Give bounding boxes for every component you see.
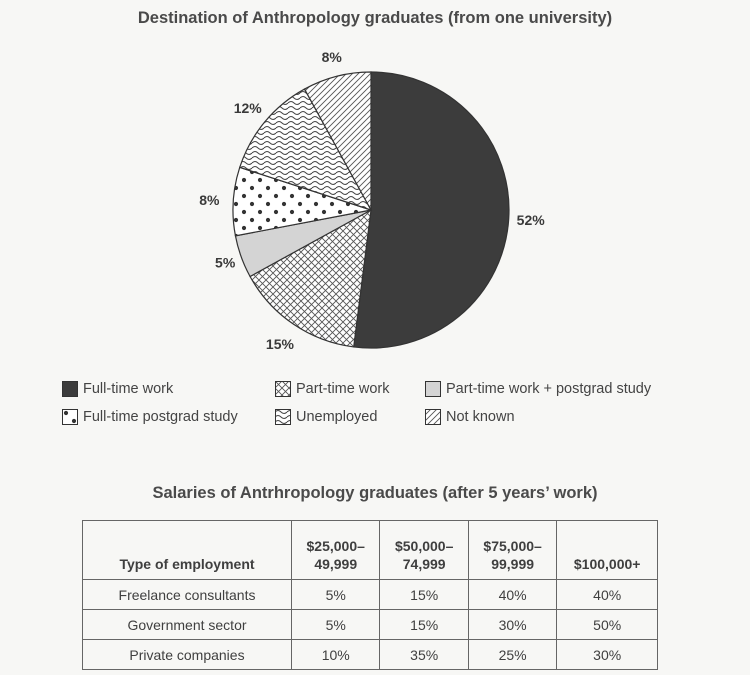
table-cell: Government sector [83,610,292,640]
legend-item [275,409,377,425]
legend-item [62,409,238,425]
table-row [83,640,658,670]
legend-label: Part-time work + postgrad study [446,381,652,397]
legend-swatch-icon [275,409,291,425]
legend-swatch-icon [275,381,291,397]
legend-item [62,381,173,397]
table-cell: 10% [292,640,380,670]
table-cell: 35% [380,640,468,670]
legend-swatch-icon [425,381,441,397]
table-column-header: $50,000– 74,999 [380,521,468,580]
table-column-header: $75,000– 99,999 [468,521,556,580]
pie-value-label: 15% [265,335,294,352]
legend-swatch-icon [62,381,78,397]
legend-label: Full-time work [83,381,174,397]
pie-slice-full-time-work [354,72,509,348]
legend-label: Not known [446,409,515,425]
table-cell: 50% [557,610,658,640]
pie-value-label: 5% [215,254,236,271]
legend-label: Unemployed [296,409,378,425]
legend-item [425,381,651,397]
table-cell: 40% [468,580,556,610]
pie-chart-title: Destination of Anthropology graduates (from one university) [137,9,613,27]
table-title: Salaries of Antrhropology graduates (after 5 years’ work) [152,484,598,502]
table-cell: 30% [557,640,658,670]
table-row [83,580,658,610]
table-cell: Freelance consultants [83,580,292,610]
table-column-header: Type of employment [83,521,292,580]
table-cell: 15% [380,580,468,610]
legend-swatch-icon [425,409,441,425]
table-row [83,610,658,640]
table-cell: 15% [380,610,468,640]
table-cell: 25% [468,640,556,670]
legend-label: Full-time postgrad study [83,409,238,425]
table-cell: 40% [557,580,658,610]
pie-value-label: 8% [321,48,342,65]
pie-value-label: 8% [199,191,220,208]
table-cell: Private companies [83,640,292,670]
pie-value-label: 12% [233,100,262,117]
table-cell: 5% [292,580,380,610]
table-header-row [83,521,658,580]
table-cell: 30% [468,610,556,640]
table-column-header: $25,000– 49,999 [292,521,380,580]
legend-item [275,381,389,397]
salary-table [82,520,658,670]
legend-item [425,409,515,425]
pie-value-label: 52% [516,212,545,229]
legend-label: Part-time work [296,381,390,397]
table-cell: 5% [292,610,380,640]
legend-swatch-icon [62,409,78,425]
table-column-header: $100,000+ [557,521,658,580]
